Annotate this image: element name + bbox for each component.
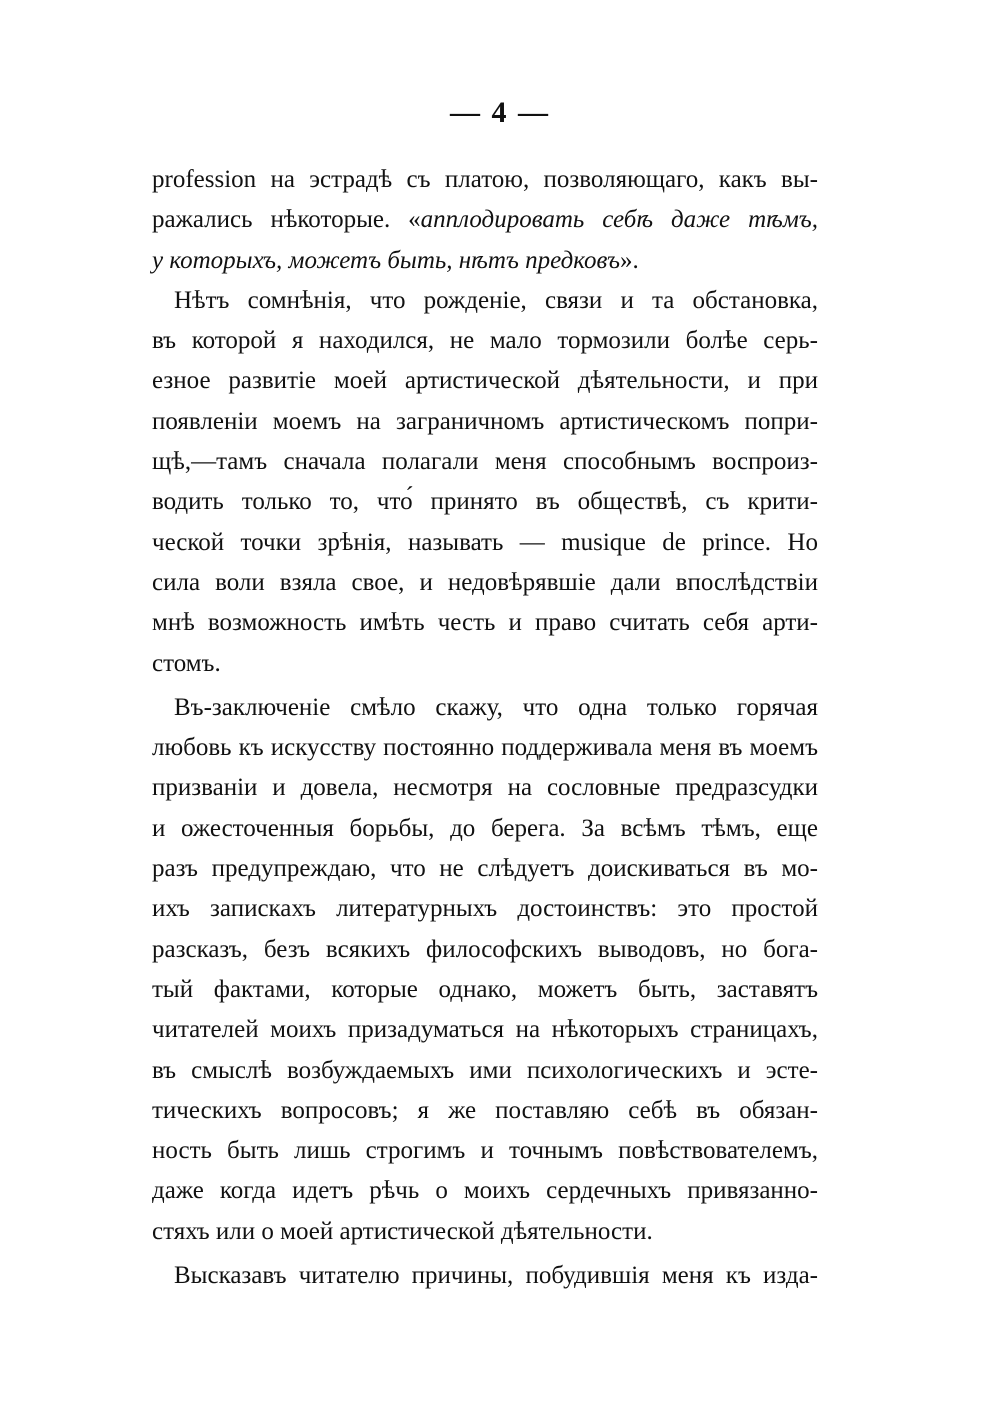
text-line: въ которой я находился, не мало тормозили болѣе серь- (152, 327, 818, 355)
page-number: — 4 — (450, 96, 550, 129)
text-line (152, 200, 818, 240)
text-line: читателей моихъ призадуматься на нѣкоторыхъ страницахъ, (152, 1016, 818, 1044)
text-line: стяхъ или о моей артистической дѣятельности. (152, 1217, 653, 1245)
paragraph-first-line: Высказавъ читателю причины, побудившія меня къ изда- (174, 1262, 818, 1290)
text-line: ческой точки зрѣнія, называть — musique de prince. Но (152, 528, 818, 556)
text-line: даже когда идетъ рѣчь о моихъ сердечныхъ привязанно- (152, 1177, 818, 1205)
body-text (152, 160, 818, 1296)
italic-quote: апплодировать себѣ даже тѣмъ, (420, 206, 818, 234)
text-line: разсказъ, безъ всякихъ философскихъ выводовъ, но бога- (152, 935, 818, 963)
text-line: езное развитіе моей артистической дѣятельности, и при (152, 367, 818, 395)
text-line: появленіи моемъ на заграничномъ артистическомъ попри- (152, 407, 818, 435)
text-line: тый фактами, которые однако, можетъ быть, заставятъ (152, 975, 818, 1003)
text-line: ихъ запискахъ литературныхъ достоинствъ: это простой (152, 895, 818, 923)
text-fragment: ». (619, 246, 639, 274)
text-line: разъ предупреждаю, что не слѣдуетъ доискиваться въ мо- (152, 855, 818, 883)
text-line: profession на эстрадѣ съ платою, позволяющаго, какъ вы- (152, 166, 818, 193)
text-line (152, 241, 818, 281)
text-line: сила воли взяла свое, и недовѣрявшіе дали впослѣдствіи (152, 568, 818, 596)
paragraph-first-line: Нѣтъ сомнѣнія, что рожденіе, связи и та обстановка, (174, 286, 818, 314)
italic-quote: у которыхъ, можетъ быть, нѣтъ предковъ (152, 246, 620, 274)
text-line: стомъ. (152, 649, 221, 677)
text-line: ность быть лишь строгимъ и точнымъ повѣствователемъ, (152, 1137, 818, 1165)
text-line: щѣ,—тамъ сначала полагали меня способнымъ воспроиз- (152, 448, 818, 476)
text-line: тическихъ вопросовъ; я же поставляю себѣ въ обязан- (152, 1096, 818, 1124)
paragraph-first-line: Въ-заключеніе смѣло скажу, что одна только горячая (174, 693, 818, 721)
text-line: въ смыслѣ возбуждаемыхъ ими психологическихъ и эсте- (152, 1056, 818, 1084)
text-line: призваніи и довела, несмотря на сословные предразсудки (152, 774, 818, 802)
text-line: любовь къ искусству постоянно поддерживала меня въ моемъ (152, 734, 818, 762)
text-line: и ожесточенныя борьбы, до берега. За всѣмъ тѣмъ, еще (152, 814, 818, 842)
text-line: мнѣ возможность имѣть честь и право считать себя арти- (152, 609, 818, 637)
text-fragment: ражались нѣкоторые. « (152, 206, 421, 234)
text-line: водить только то, что́ принято въ обществѣ, съ крити- (152, 488, 818, 516)
